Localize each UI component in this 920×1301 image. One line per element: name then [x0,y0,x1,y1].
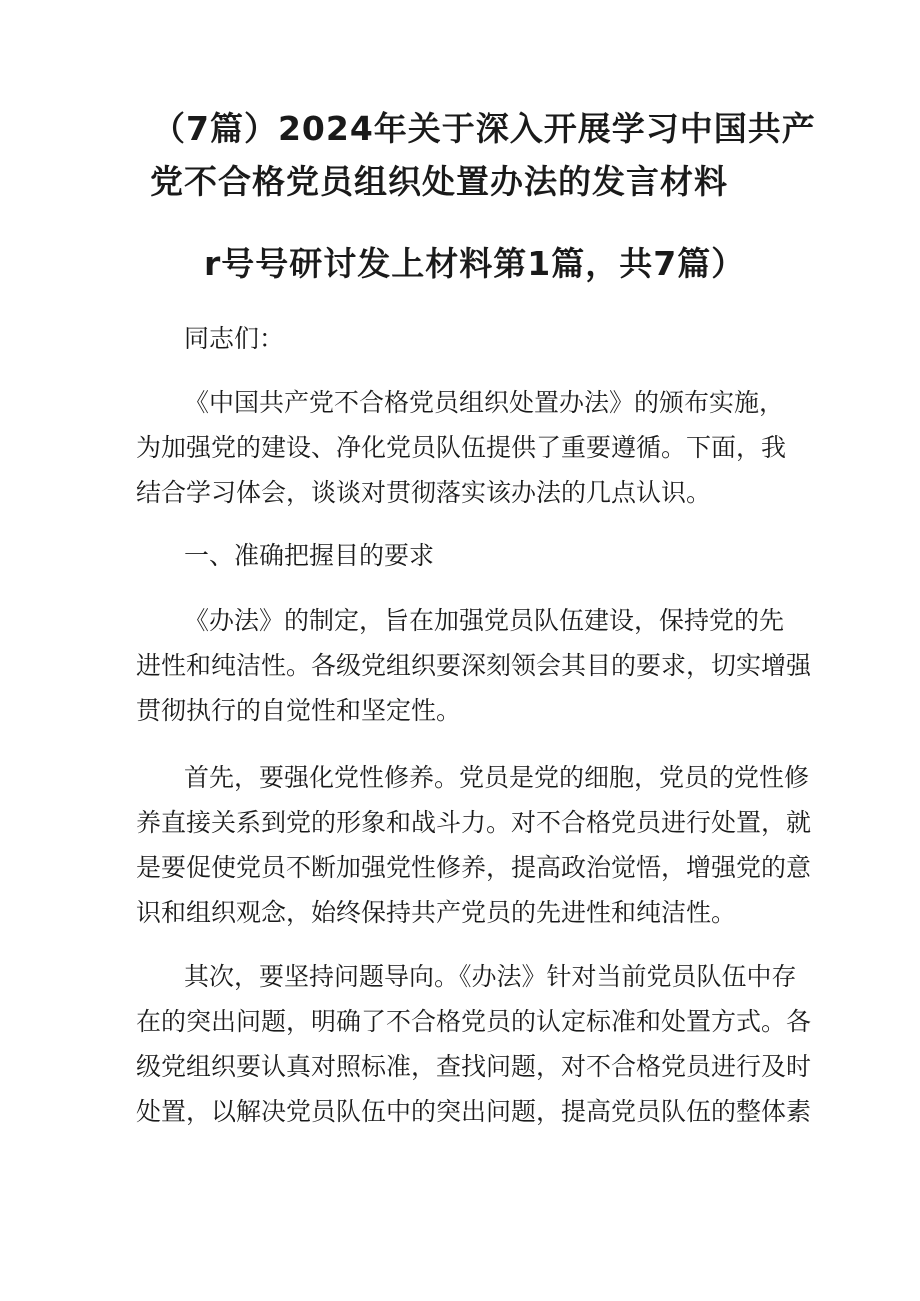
paragraph-line: 《办法》的制定，旨在加强党员队伍建设，保持党的先 [184,606,785,635]
section-heading-text: 一、准确把握目的要求 [184,541,435,570]
paragraph-line: 处置，以解决党员队伍中的突出问题，提高党员队伍的整体素 [136,1097,812,1126]
paragraph-line: 为加强党的建设、净化党员队伍提供了重要遵循。下面，我 [136,433,787,462]
paragraph-line: 其次，要坚持问题导向。《办法》针对当前党员队伍中存 [184,962,797,991]
section-heading-1 [136,533,796,578]
greeting [136,316,796,361]
paragraph-line: 结合学习体会，谈谈对贯彻落实该办法的几点认识。 [136,478,712,507]
body-paragraph-3 [136,954,812,1134]
paragraph-line: 识和组织观念，始终保持共产党员的先进性和纯洁性。 [136,898,737,927]
paragraph-line: 养直接关系到党的形象和战斗力。对不合格党员进行处置，就 [136,808,812,837]
paragraph-line: 《中国共产党不合格党员组织处置办法》的颁布实施， [184,388,785,417]
paragraph-line: 进性和纯洁性。各级党组织要深刻领会其目的要求，切实增强 [136,651,812,680]
paragraph-line: 是要促使党员不断加强党性修养，提高政治觉悟，增强党的意 [136,853,812,882]
paragraph-line: 贯彻执行的自觉性和坚定性。 [136,696,462,725]
greeting-text: 同志们： [184,324,285,353]
document-title-line-1: （7篇）2024年关于深入开展学习中国共产 [152,109,816,148]
body-paragraph-2 [136,755,812,935]
intro-paragraph [136,380,796,515]
paragraph-line: 在的突出问题，明确了不合格党员的认定标准和处置方式。各 [136,1007,812,1036]
document-title-line-2: 党不合格党员组织处置办法的发言材料 [150,162,728,201]
document-subtitle: r号号研讨发上材料第1篇，共7篇） [204,244,746,283]
paragraph-line: 首先，要强化党性修养。党员是党的细胞，党员的党性修 [184,763,810,792]
paragraph-line: 级党组织要认真对照标准，查找问题，对不合格党员进行及时 [136,1052,812,1081]
body-paragraph-1 [136,598,812,733]
